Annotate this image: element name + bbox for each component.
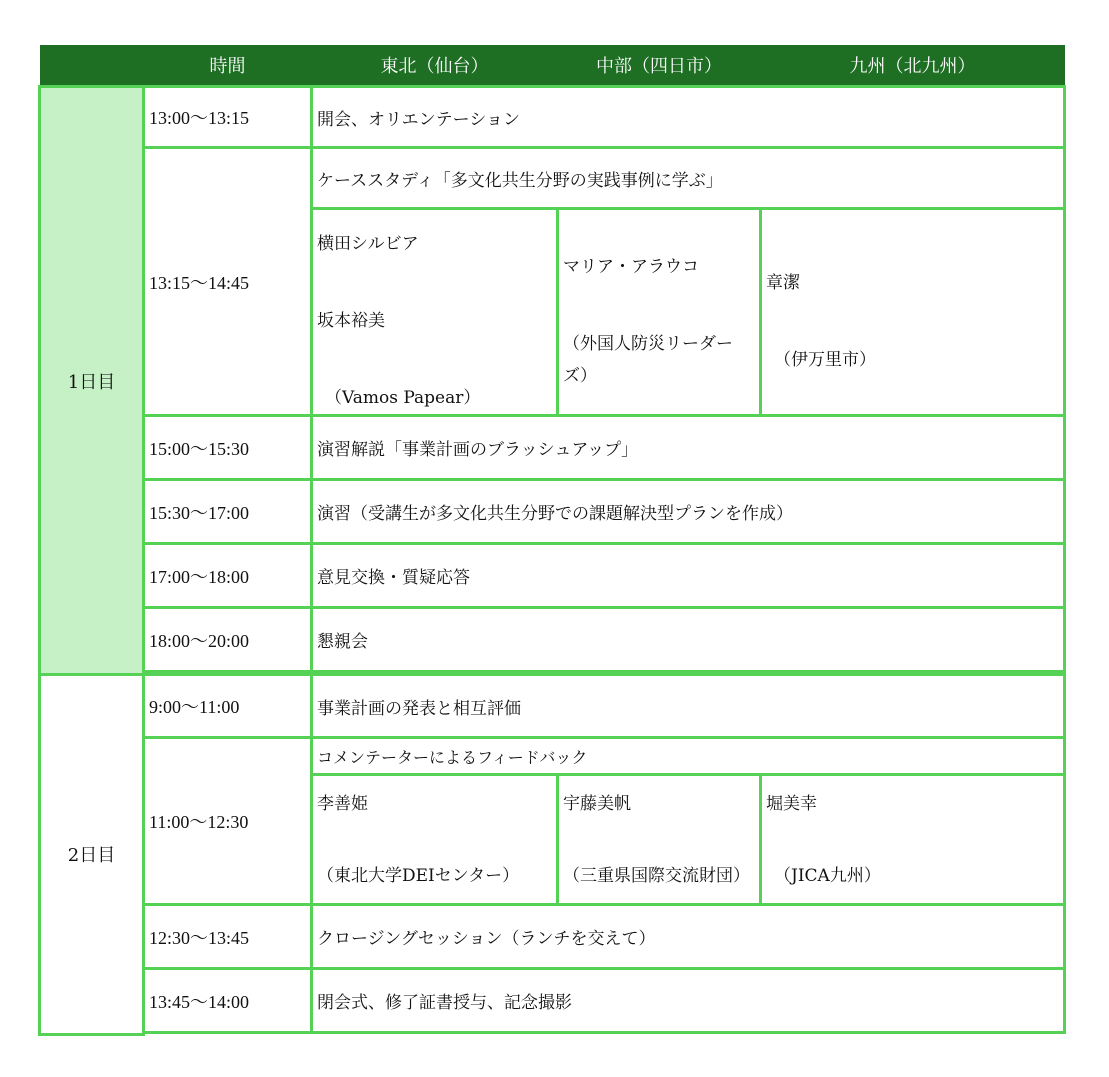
time-cell: 11:00～12:30 <box>144 738 312 905</box>
speaker-name: 堀美幸 <box>766 793 817 814</box>
time-cell: 15:00～15:30 <box>144 416 312 480</box>
time-cell: 18:00～20:00 <box>144 608 312 672</box>
time-cell: 12:30～13:45 <box>144 905 312 969</box>
day2-label: 2日目 <box>40 675 144 1035</box>
speaker-org: （外国人防災リーダーズ） <box>563 333 733 386</box>
speaker-org: （JICA九州） <box>774 865 881 886</box>
content-cell: 演習（受講生が多文化共生分野での課題解決型プランを作成） <box>312 480 1065 544</box>
speaker-cell-chubu <box>558 775 761 905</box>
table-row <box>40 738 1065 775</box>
content-cell: 懇親会 <box>312 608 1065 672</box>
speaker-cell-kyushu <box>761 775 1065 905</box>
speaker-cell-tohoku <box>312 209 558 416</box>
speaker-cell-tohoku <box>312 775 558 905</box>
time-cell: 17:00～18:00 <box>144 544 312 608</box>
table-row <box>40 905 1065 969</box>
table-row <box>40 969 1065 1033</box>
table-row <box>40 148 1065 209</box>
day1-label: 1日目 <box>40 87 144 675</box>
time-cell: 13:45～14:00 <box>144 969 312 1033</box>
speaker-cell-chubu <box>558 209 761 416</box>
time-cell: 15:30～17:00 <box>144 480 312 544</box>
table-row <box>40 87 1065 148</box>
time-cell: 13:15～14:45 <box>144 148 312 416</box>
table-row <box>40 480 1065 544</box>
content-cell: 事業計画の発表と相互評価 <box>312 675 1065 738</box>
content-cell: 意見交換・質疑応答 <box>312 544 1065 608</box>
header-chubu: 中部（四日市） <box>558 45 761 87</box>
speaker-org: （伊万里市） <box>774 349 876 370</box>
table-row <box>40 416 1065 480</box>
speaker-org: （Vamos Papear） <box>325 388 481 408</box>
header-kyushu: 九州（北九州） <box>761 45 1065 87</box>
speaker-name: 宇藤美帆 <box>563 793 631 814</box>
content-cell: コメンテーターによるフィードバック <box>312 738 1065 775</box>
time-cell: 9:00～11:00 <box>144 675 312 738</box>
speaker-name: 坂本裕美 <box>317 311 385 331</box>
speaker-org: （東北大学DEIセンター） <box>317 865 520 886</box>
schedule-table <box>38 45 1066 1036</box>
speaker-name: 横田シルビア <box>317 234 419 254</box>
content-cell: 演習解説「事業計画のブラッシュアップ」 <box>312 416 1065 480</box>
header-blank <box>40 45 144 87</box>
table-row <box>40 675 1065 738</box>
speaker-name: マリア・アラウコ <box>563 256 699 277</box>
speaker-cell-kyushu <box>761 209 1065 416</box>
speaker-name: 李善姫 <box>317 793 368 814</box>
table-row <box>40 544 1065 608</box>
header-time: 時間 <box>144 45 312 87</box>
table-row <box>40 608 1065 672</box>
header-row <box>40 45 1065 87</box>
time-cell: 13:00～13:15 <box>144 87 312 148</box>
content-cell: 閉会式、修了証書授与、記念撮影 <box>312 969 1065 1033</box>
speaker-org: （三重県国際交流財団） <box>563 865 750 886</box>
content-cell: 開会、オリエンテーション <box>312 87 1065 148</box>
header-tohoku: 東北（仙台） <box>312 45 558 87</box>
speaker-name: 章潔 <box>766 272 800 293</box>
content-cell: ケーススタディ「多文化共生分野の実践事例に学ぶ」 <box>312 148 1065 209</box>
content-cell: クロージングセッション（ランチを交えて） <box>312 905 1065 969</box>
